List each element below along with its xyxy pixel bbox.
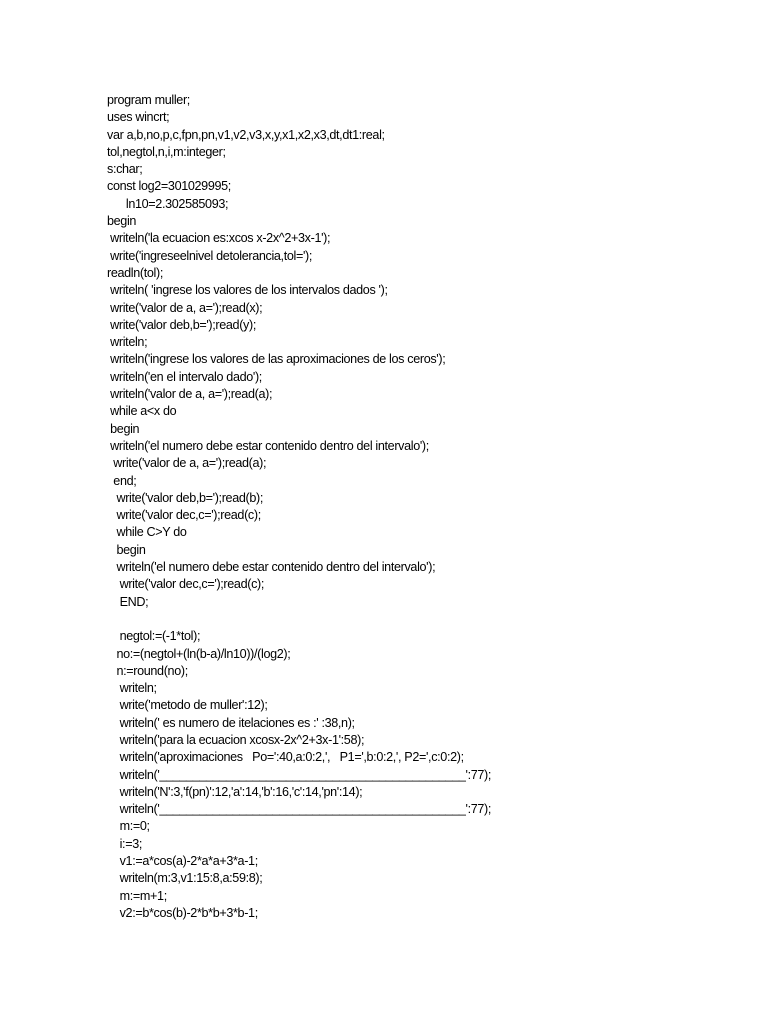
code-line: const log2=301029995; (107, 179, 231, 194)
code-line: while a<x do (107, 404, 177, 419)
code-line: s:char; (107, 162, 143, 177)
code-line: writeln('el numero debe estar contenido dentro del intervalo'); (107, 438, 429, 453)
code-line: write('valor dec,c=');read(c); (107, 577, 265, 592)
code-line: write('metodo de muller':12); (107, 698, 268, 713)
code-line: writeln('en el intervalo dado'); (107, 369, 262, 384)
code-line: write('ingreseelnivel detolerancia,tol='); (107, 248, 313, 263)
code-line: end; (107, 473, 137, 488)
code-line: write('valor deb,b=');read(b); (107, 490, 263, 505)
code-line: writeln(m:3,v1:15:8,a:59:8); (107, 871, 263, 886)
pascal-source-code (107, 92, 491, 922)
code-line: writeln('ingrese los valores de las aproximaciones de los ceros'); (107, 352, 446, 367)
code-line: begin (107, 421, 140, 436)
code-line: writeln('______________________________________________':77); (107, 767, 492, 782)
code-line: writeln( 'ingrese los valores de los intervalos dados '); (107, 283, 388, 298)
code-line: v1:=a*cos(a)-2*a*a+3*a-1; (107, 854, 258, 869)
code-line: while C>Y do (107, 525, 187, 540)
code-line: writeln; (107, 681, 157, 696)
code-line: writeln('valor de a, a=');read(a); (107, 387, 273, 402)
code-line: i:=3; (107, 836, 143, 851)
code-line: write('valor de a, a=');read(x); (107, 300, 263, 315)
code-line: no:=(negtol+(ln(b-a)/ln10))/(log2); (107, 646, 291, 661)
code-line: begin (107, 214, 137, 229)
code-line: write('valor dec,c=');read(c); (107, 508, 261, 523)
code-line: v2:=b*cos(b)-2*b*b+3*b-1; (107, 905, 258, 920)
code-line: var a,b,no,p,c,fpn,pn,v1,v2,v3,x,y,x1,x2,x3,dt,dt1:real; (107, 127, 385, 142)
code-line: n:=round(no); (107, 663, 188, 678)
code-line: writeln; (107, 335, 148, 350)
code-line: uses wincrt; (107, 110, 170, 125)
code-line: writeln('______________________________________________':77); (107, 802, 492, 817)
code-line: tol,negtol,n,i,m:integer; (107, 144, 226, 159)
code-line: writeln('aproximaciones Po=':40,a:0:2,', P1=',b:0:2,', P2=',c:0:2); (107, 750, 464, 765)
code-line: writeln(' es numero de itelaciones es :' :38,n); (107, 715, 355, 730)
code-line: writeln('para la ecuacion xcosx-2x^2+3x-1':58); (107, 732, 365, 747)
code-line: writeln('N':3,'f(pn)':12,'a':14,'b':16,'c':14,'pn':14); (107, 784, 363, 799)
code-line: negtol:=(-1*tol); (107, 629, 201, 644)
code-line: write('valor deb,b=');read(y); (107, 317, 256, 332)
code-line: write('valor de a, a=');read(a); (107, 456, 267, 471)
code-line: m:=0; (107, 819, 150, 834)
code-line: readln(tol); (107, 265, 163, 280)
code-line: m:=m+1; (107, 888, 167, 903)
code-line: ln10=2.302585093; (107, 196, 229, 211)
code-line: program muller; (107, 93, 190, 107)
code-line: END; (107, 594, 149, 609)
code-line: begin (107, 542, 146, 557)
code-line (107, 611, 491, 628)
code-line: writeln('la ecuacion es:xcos x-2x^2+3x-1'); (107, 231, 331, 246)
code-line: writeln('el numero debe estar contenido dentro del intervalo'); (107, 560, 436, 575)
